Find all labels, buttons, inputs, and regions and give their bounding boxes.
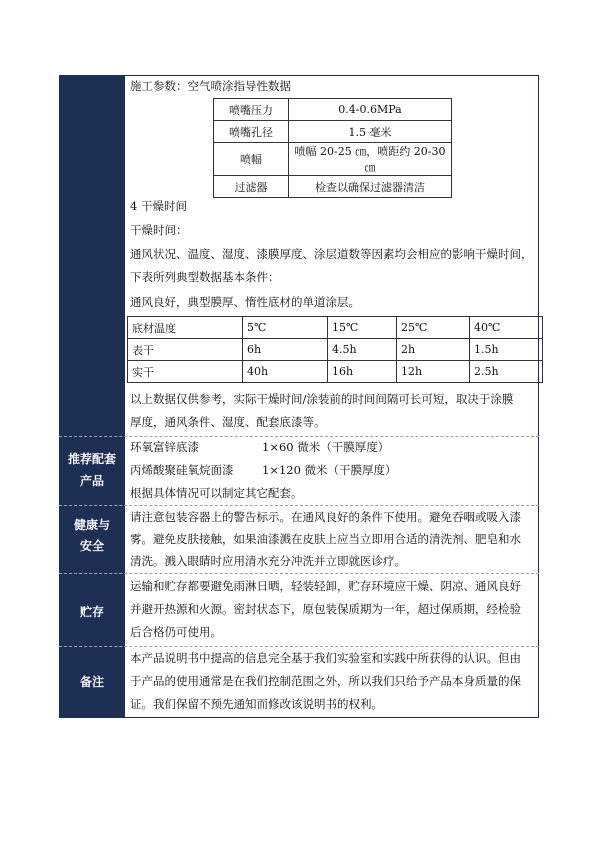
label-recommended-1: 推荐配套 — [67, 452, 116, 466]
table-row — [128, 339, 543, 361]
table-cell: 实干 — [128, 361, 243, 383]
table-row — [214, 99, 452, 121]
label-remarks: 备注 — [79, 675, 104, 689]
spray-param-value: 1.5 毫米 — [289, 121, 452, 143]
dry-note-2: 厚度，通风条件、湿度、配套底漆等。 — [130, 415, 326, 429]
storage-line-2: 并避开热源和火源。密封状态下，原包装保质期为一年，超过保质期，经检验 — [130, 602, 521, 616]
table-row — [214, 143, 452, 176]
table-row — [128, 361, 543, 383]
dry-description-1: 通风状况、温度、湿度、漆膜厚度、涂层道数等因素均会相应的影响干燥时间， — [130, 247, 533, 261]
label-health-1: 健康与 — [73, 518, 110, 532]
health-line-3: 清洗。溅入眼睛时应用清水充分冲洗并立即就医诊疗。 — [130, 554, 406, 568]
dry-subheading: 干燥时间： — [130, 223, 188, 237]
spray-param-name: 喷嘴孔径 — [214, 121, 289, 143]
table-cell: 16h — [328, 361, 397, 383]
table-cell: 15℃ — [328, 317, 397, 339]
table-cell: 底材温度 — [128, 317, 243, 339]
recommended-product-2: 丙烯酸聚硅氧烷面漆 — [130, 463, 234, 477]
table-cell: 40h — [243, 361, 328, 383]
recommended-spec-2: 1×120 微米（干膜厚度） — [262, 463, 397, 477]
recommended-spec-1: 1×60 微米（干膜厚度） — [262, 440, 390, 454]
spray-param-value: 喷幅 20-25 ㎝，喷距约 20-30 ㎝ — [289, 143, 452, 176]
table-cell: 2.5h — [470, 361, 543, 383]
table-cell: 表干 — [128, 339, 243, 361]
divider-health — [59, 505, 539, 506]
recommended-product-1: 环氧富锌底漆 — [130, 440, 199, 454]
spray-param-name: 过滤器 — [214, 176, 289, 198]
spray-param-value: 检查以确保过滤器清洁 — [289, 176, 452, 198]
label-recommended-2: 产品 — [79, 474, 104, 488]
storage-line-1: 运输和贮存都要避免雨淋日晒，轻装轻卸，贮存环境应干燥、阴凉、通风良好 — [130, 579, 521, 593]
spray-param-name: 喷嘴压力 — [214, 99, 289, 121]
table-row — [128, 317, 543, 339]
table-cell: 12h — [397, 361, 470, 383]
label-health-2: 安全 — [79, 539, 104, 553]
divider-recommended — [59, 436, 539, 437]
params-title: 施工参数：空气喷涂指导性数据 — [130, 79, 291, 93]
table-cell: 4.5h — [328, 339, 397, 361]
label-storage: 贮存 — [79, 605, 104, 619]
dry-time-table — [127, 316, 543, 383]
table-row — [214, 121, 452, 143]
table-cell: 40℃ — [470, 317, 543, 339]
dry-heading: 4 干燥时间 — [130, 199, 187, 213]
table-cell: 5℃ — [243, 317, 328, 339]
health-line-2: 雾。避免皮肤接触，如果油漆溅在皮肤上应当立即用合适的清洗剂、肥皂和水 — [130, 532, 521, 546]
table-cell: 1.5h — [470, 339, 543, 361]
table-cell: 6h — [243, 339, 328, 361]
health-line-1: 请注意包装容器上的警告标示。在通风良好的条件下使用。避免吞咽或吸入漆 — [130, 510, 521, 524]
remarks-line-2: 于产品的使用通常是在我们控制范围之外，所以我们只给予产品本身质量的保 — [130, 674, 521, 688]
divider-remarks — [59, 646, 539, 647]
spray-params-table — [213, 98, 452, 198]
divider-storage — [59, 573, 539, 574]
dry-note-1: 以上数据仅供参考，实际干燥时间/涂装前的时间间隔可长可短，取决于涂膜 — [130, 392, 514, 406]
dry-description-2: 下表所列典型数据基本条件： — [130, 270, 280, 284]
storage-line-3: 后合格仍可使用。 — [130, 625, 222, 639]
spray-param-name: 喷幅 — [214, 143, 289, 176]
spray-param-value: 0.4-0.6MPa — [289, 99, 452, 121]
table-row — [214, 176, 452, 198]
dry-condition: 通风良好，典型膜厚、惰性底材的单道涂层。 — [130, 295, 360, 309]
recommended-other: 根据具体情况可以制定其它配套。 — [130, 486, 303, 500]
table-cell: 25℃ — [397, 317, 470, 339]
table-cell: 2h — [397, 339, 470, 361]
remarks-line-3: 证。我们保留不预先通知而修改该说明书的权利。 — [130, 697, 383, 711]
remarks-line-1: 本产品说明书中提高的信息完全基于我们实验室和实践中所获得的认识。但由 — [130, 651, 521, 665]
